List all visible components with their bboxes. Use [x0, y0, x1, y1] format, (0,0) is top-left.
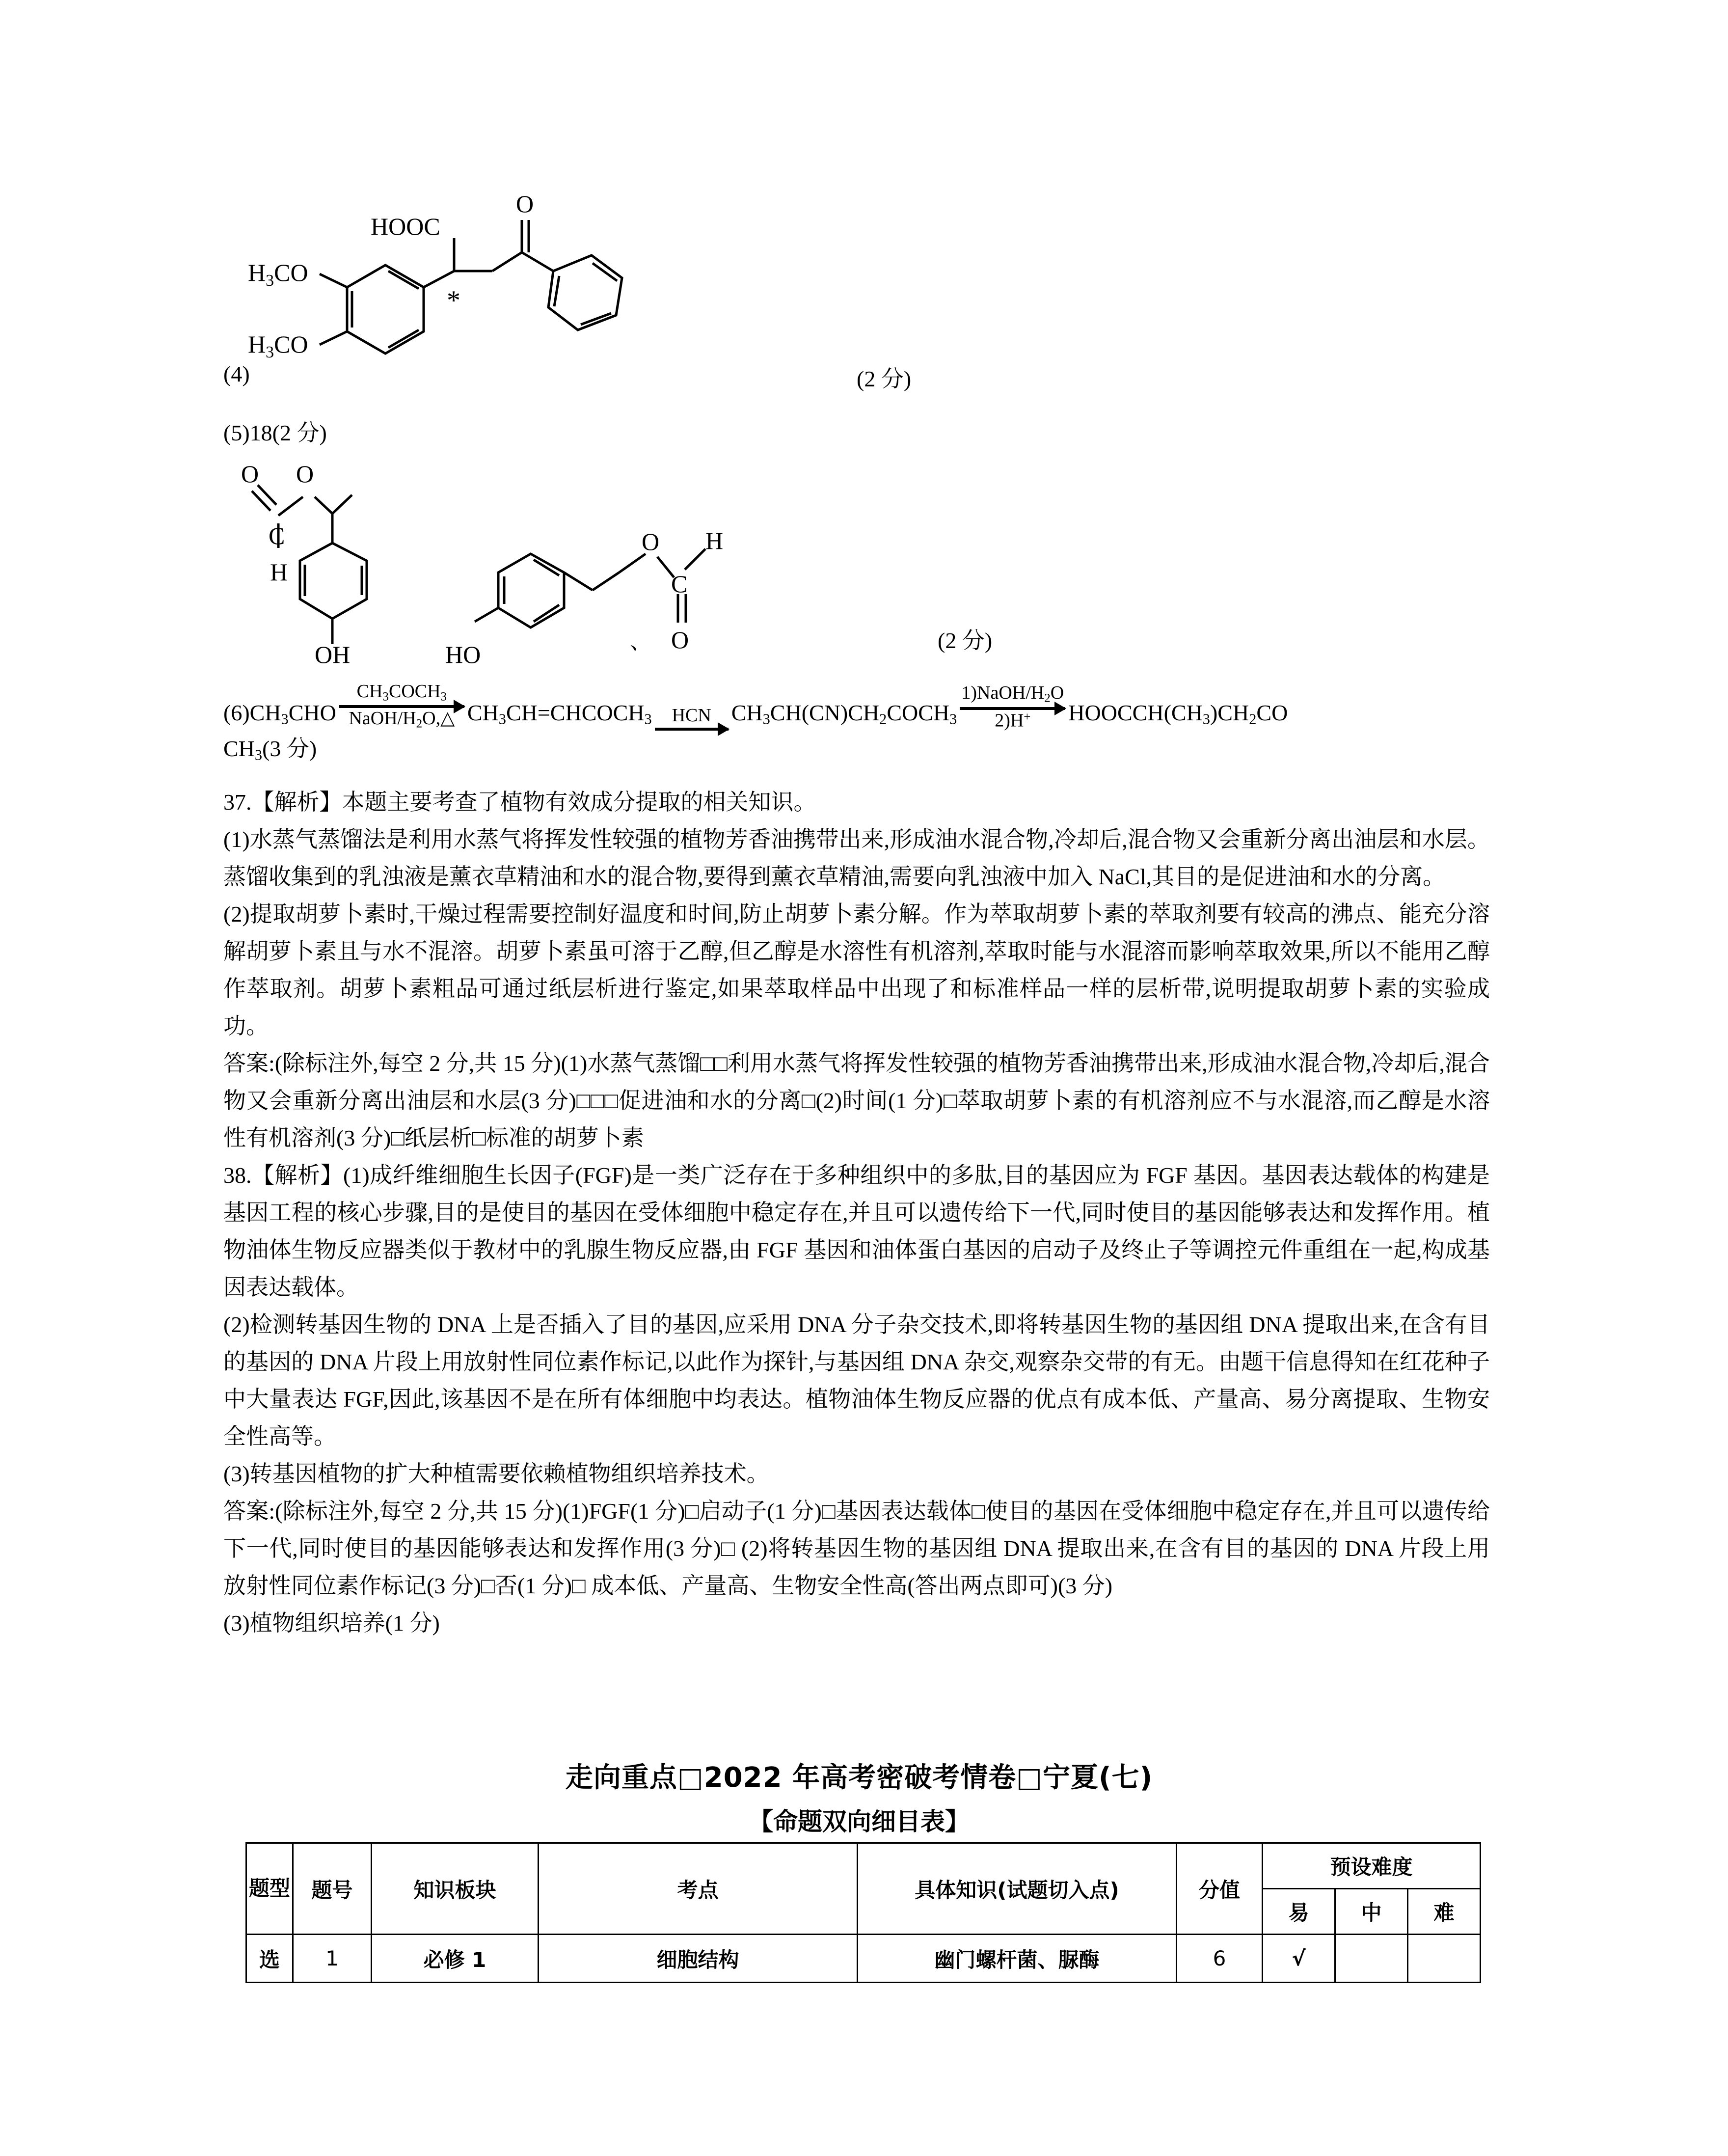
- label-carbonyl-oxygen-right: O: [671, 626, 689, 654]
- header-tihao: 题号: [293, 1843, 372, 1935]
- q37-heading: 37.【解析】本题主要考查了植物有效成分提取的相关知识。: [223, 790, 816, 815]
- header-yi: 易: [1263, 1889, 1335, 1935]
- reaction-arrow-3: [960, 683, 1065, 731]
- cell-banku: 必修 1: [372, 1935, 539, 1983]
- label-methoxy-top: $H_3CO$: [248, 259, 308, 290]
- header-banku: 知识板块: [372, 1843, 539, 1935]
- label-ester-oxygen-right: O: [642, 528, 660, 555]
- q38-paragraph-1: 38.【解析】(1)成纤维细胞生长因子(FGF)是一类广泛存在于多种组织中的多肽,目的基因应为 FGF 基因。基因表达载体的构建是基因工程的核心步骤,目的是使目的基因在受体细胞中稳定存在,并且可以遗传给下一代,同时使目的基因能够表达和发挥作用。植物油体生物反应器类似于教材中的乳腺生物反应器,由 FGF 基因和油体蛋白基因的启动子及终止子等调控元件重组在一起,构成基因表达载体。: [223, 1163, 1490, 1300]
- arrow-line-2: [655, 728, 729, 731]
- arrow-line-1: [339, 705, 464, 708]
- label-formyl-hydrogen: H: [270, 558, 288, 586]
- header-nandu: 预设难度: [1263, 1843, 1481, 1889]
- reaction-intermediate-1: $CH_3CH=CHCOCH_3$: [467, 700, 652, 728]
- cell-fenzhi: 6: [1177, 1935, 1263, 1983]
- reagent-below-3: 2)H+: [995, 710, 1031, 731]
- reagent-above-3: $1)NaOH/H_2O$: [961, 682, 1064, 705]
- label-aldehyde-oxygen: O: [241, 460, 259, 488]
- cell-difficulty-nan: [1408, 1935, 1481, 1983]
- chemical-structure-5: [223, 452, 925, 668]
- q38-paragraph-3: (3)转基因植物的扩大种植需要依赖植物组织培养技术。: [223, 1461, 769, 1486]
- label-methoxy-bottom: $H_3CO$: [248, 330, 308, 361]
- q37-paragraph-2: (2)提取胡萝卜素时,干燥过程需要控制好温度和时间,防止胡萝卜素分解。作为萃取胡萝卜素的萃取剂要有较高的沸点、能充分溶解胡萝卜素且与水不混溶。胡萝卜素虽可溶于乙醇,但乙醇是水溶性有机溶剂,萃取时能与水混溶而影响萃取效果,所以不能用乙醇作萃取剂。胡萝卜素粗品可通过纸层析进行鉴定,如果萃取样品中出现了和标准样品一样的层析带,说明提取胡萝卜素的实验成功。: [223, 901, 1490, 1038]
- header-tixing: 题型: [246, 1843, 293, 1935]
- cell-juti: 幽门螺杆菌、脲酶: [858, 1935, 1177, 1983]
- label-hooc: HOOC: [371, 213, 440, 240]
- q38-answer-1: 答案:(除标注外,每空 2 分,共 15 分)(1)FGF(1 分)□启动子(1 分)□基因表达载体□使目的基因在受体细胞中稳定存在,并且可以遗传给下一代,同时使目的基因能够表达和发挥作用(3 分)□ (2)将转基因生物的基因组 DNA 提取出来,在含有目的基因的 DNA 片段上用放射性同位素作标记(3 分)□否(1 分)□ 成本低、产量高、生物安全性高(答出两点即可)(3 分): [223, 1499, 1490, 1598]
- structure-separator: 、: [630, 629, 651, 654]
- reaction-prefix: $(6)CH_3CHO$: [223, 700, 336, 728]
- header-kaodian: 考点: [539, 1843, 858, 1935]
- label-phenol-ho: HO: [445, 641, 481, 668]
- cell-tixing: 选: [246, 1935, 293, 1983]
- reaction-arrow-2: [655, 706, 729, 731]
- chemical-structure-4: [223, 187, 763, 393]
- label-formyl-carbon: C: [269, 522, 285, 549]
- cell-kaodian: 细胞结构: [539, 1935, 858, 1983]
- header-juti: 具体知识(试题切入点): [858, 1843, 1177, 1935]
- detail-table: [245, 1842, 1481, 1983]
- item-5-score: (2 分): [938, 628, 993, 653]
- q38-answer-2: (3)植物组织培养(1 分): [223, 1610, 440, 1636]
- item-5-label: (5)18(2 分): [223, 420, 327, 445]
- q37-answer: 答案:(除标注外,每空 2 分,共 15 分)(1)水蒸气蒸馏□□利用水蒸气将挥发性较强的植物芳香油携带出来,形成油水混合物,冷却后,混合物又会重新分离出油层和水层(3 分)□□□促进油和水的分离□(2)时间(1 分)□萃取胡萝卜素的有机溶剂应不与水混溶,而乙醇是水溶性有机溶剂(3 分)□纸层析□标准的胡萝卜素: [223, 1051, 1490, 1150]
- reagent-below-1: NaOH/$H_2O,\triangle$: [349, 708, 455, 731]
- reaction-scheme-6: [223, 667, 1495, 765]
- reagent-above-1: $CH_3COCH_3$: [356, 681, 447, 704]
- label-ester-oxygen: O: [296, 460, 314, 488]
- reaction-intermediate-2: $CH_3CH(CN)CH_2COCH_3$: [731, 700, 957, 728]
- cell-tihao: 1: [293, 1935, 372, 1983]
- label-formyl-carbon-right: C: [671, 570, 688, 598]
- cell-difficulty-zhong: [1335, 1935, 1408, 1983]
- exam-title: 走向重点□2022 年高考密破考情卷□宁夏(七): [565, 1762, 1153, 1794]
- explanation-body: [223, 784, 1490, 1642]
- reagent-above-2: HCN: [672, 705, 711, 726]
- reaction-tail: $CH_3(3$ 分): [223, 736, 317, 764]
- arrow-line-3: [960, 707, 1065, 710]
- cell-difficulty-yi: √: [1263, 1935, 1335, 1983]
- q38-paragraph-2: (2)检测转基因生物的 DNA 上是否插入了目的基因,应采用 DNA 分子杂交技术,即将转基因生物的基因组 DNA 提取出来,在含有目的基因的 DNA 片段上用放射性同位素作标记,以此作为探针,与基因组 DNA 杂交,观察杂交带的有无。由题干信息得知在红花种子中大量表达 FGF,因此,该基因不是在所有体细胞中均表达。植物油体生物反应器的优点有成本低、产量高、易分离提取、生物安全性高等。: [223, 1312, 1490, 1449]
- header-zhong: 中: [1335, 1889, 1408, 1935]
- item-4-label: (4): [223, 361, 250, 386]
- header-nan: 难: [1408, 1889, 1481, 1935]
- table-row: [246, 1935, 1481, 1983]
- label-chiral-star: *: [447, 285, 460, 316]
- q37-paragraph-1: (1)水蒸气蒸馏法是利用水蒸气将挥发性较强的植物芳香油携带出来,形成油水混合物,冷却后,混合物又会重新分离出油层和水层。蒸馏收集到的乳浊液是薰衣草精油和水的混合物,要得到薰衣草精油,需要向乳浊液中加入 NaCl,其目的是促进油和水的分离。: [223, 827, 1490, 889]
- label-ketone-oxygen: O: [516, 190, 534, 218]
- reaction-arrow-1: [339, 682, 464, 731]
- detail-table-wrapper: [245, 1842, 1478, 1983]
- label-phenol-oh: OH: [315, 641, 351, 668]
- item-4-score: (2 分): [857, 366, 912, 391]
- label-formyl-hydrogen-right: H: [705, 527, 724, 554]
- exam-subtitle: 【命题双向细目表】: [749, 1807, 970, 1836]
- reaction-product: $HOOCCH(CH_3)CH_2CO$: [1068, 700, 1288, 728]
- header-fenzhi: 分值: [1177, 1843, 1263, 1935]
